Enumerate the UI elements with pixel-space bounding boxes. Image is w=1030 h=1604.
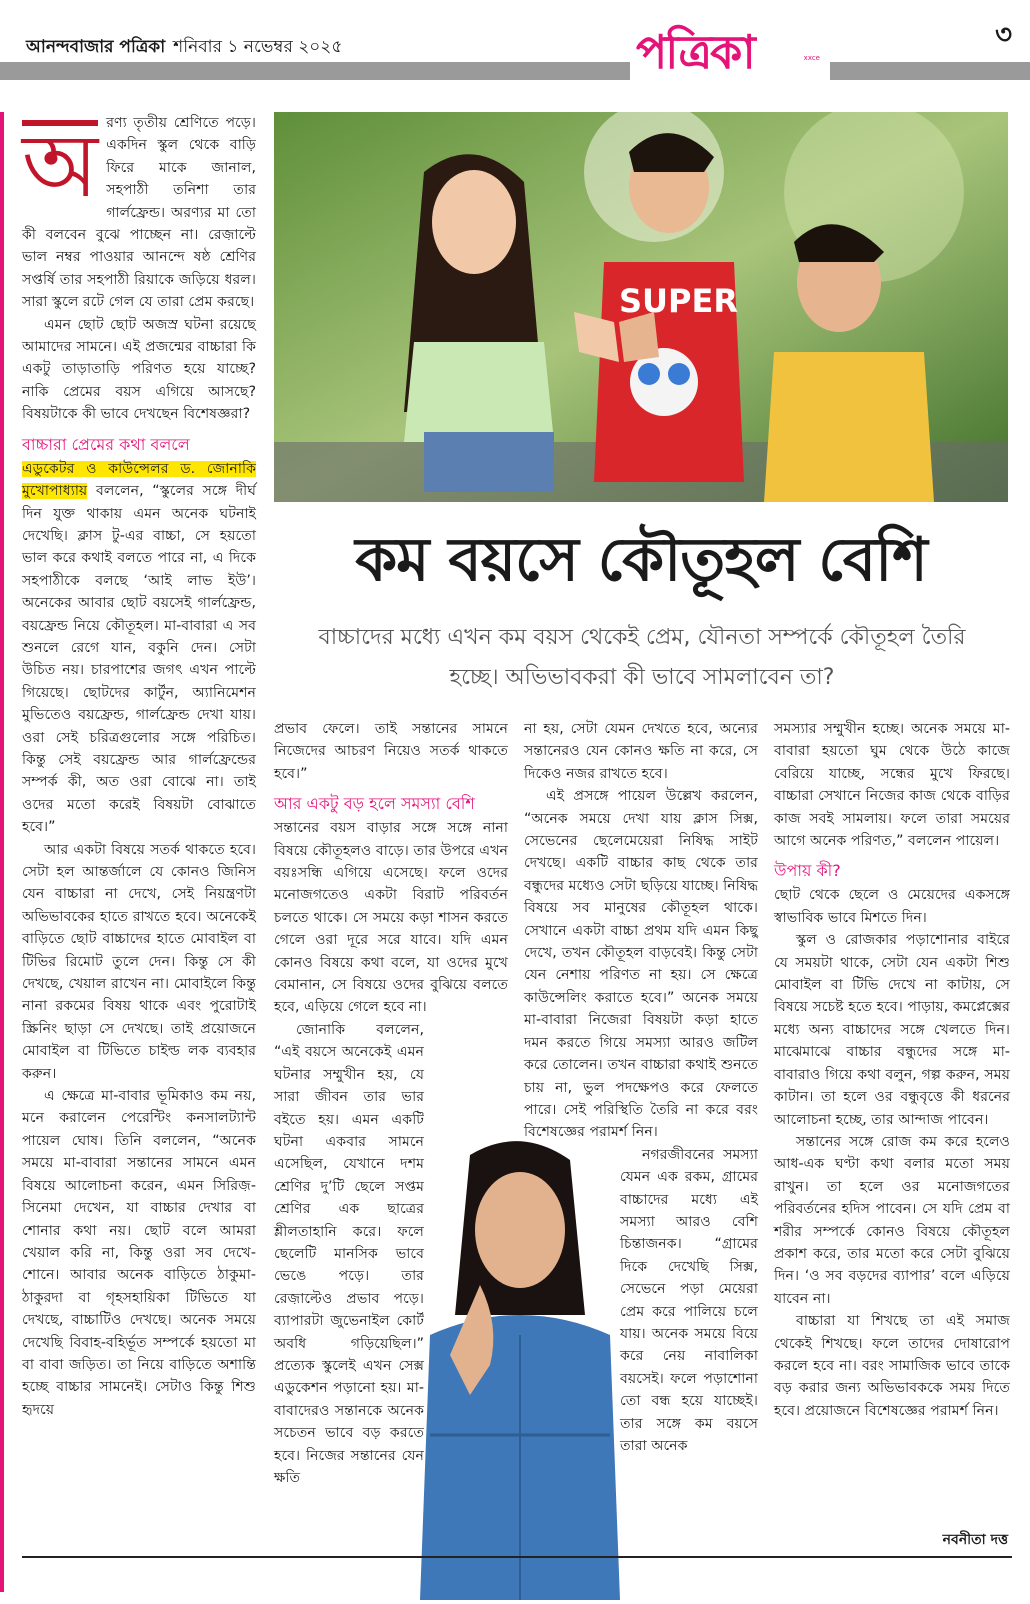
- paragraph: এই প্রসঙ্গে পায়েল উল্লেখ করলেন, “অনেক সময়ে দেখা যায় ক্লাস সিক্স, সেভেনের ছেলেমেয়েরা নিষিদ্ধ সাইট দেখছে। একটি বাচ্চার কাছ থেকে তার বন্ধুদের মধ্যেও সেটা ছড়িয়ে যাচ্ছে। নিষিদ্ধ বিষয়ে সব মানুষের কৌতূহল থাকে। সেখানে একটা বাচ্চা প্রথম যদি এমন কিছু দেখে, তখন কৌতূহল বাড়বেই। কিন্তু সেটা যেন নেশায় পরিণত না হয়। সে ক্ষেত্রে কাউন্সেলিং করাতে হবে।” অনেক সময়ে মা-বাবারা নিজেরা বিষয়টা কড়া হাতে দমন করতে গিয়ে সমস্যা আরও জটিল করে তোলেন। তখন বাচ্চারা কথাই শুনতে চায় না, ভুল পদক্ষেপও করে ফেলতে পারে। সেই পরিস্থিতি তৈরি না করে বরং বিশেষজ্ঞের পরামর্শ নিন।: [524, 788, 758, 1141]
- lead-photo: [274, 112, 1008, 502]
- paragraph: প্রভাব ফেলে। তাই সন্তানের সামনে নিজেদের আচরণ নিয়েও সতর্ক থাকতে হবে।”: [274, 721, 508, 782]
- paragraph: না হয়, সেটা যেমন দেখতে হবে, অন্যের সন্তানেরও যেন কোনও ক্ষতি না করে, সে দিকেও নজর রাখতে হবে।: [524, 721, 758, 782]
- header-bar: [0, 62, 1030, 80]
- masthead: [26, 34, 342, 62]
- shirt-text: SUPER: [619, 282, 738, 320]
- paragraph: স্কুল ও রোজকার পড়াশোনার বাইরে যে সময়টা থাকে, সেটা যেন একটা শিশু মোবাইল বা টিভি দেখে না কাটায়, সে বিষয়ে সচেষ্ট হতে হবে। পাড়ায়, কমপ্লেক্সের মধ্যে অন্য বাচ্চাদের সঙ্গে খেলতে দিন। মাঝেমাঝে বাচ্চার বন্ধুদের সঙ্গে মা-বাবারাও গিয়ে কথা বলুন, গল্প করুন, সময় কাটান। তা হলে ওর বন্ধুবৃত্তে কী ধরনের আলোচনা হচ্ছে, তার আন্দাজ পাবেন।: [774, 932, 1010, 1128]
- newspaper-name: আনন্দবাজার পত্রিকা: [26, 37, 166, 57]
- article-column-1: [22, 112, 256, 1421]
- supplement-logo: [630, 12, 830, 92]
- drop-cap: অ: [22, 114, 99, 217]
- subheadline: বাচ্চাদের মধ্যে এখন কম বয়স থেকেই প্রেম, যৌনতা সম্পর্কে কৌতূহল তৈরি হচ্ছে। অভিভাবকরা কী ভাবে সামলাবেন তা?: [318, 625, 966, 690]
- issue-date: শনিবার ১ নভেম্বর ২০২৫: [173, 37, 343, 57]
- highlighted-expert-name: এডুকেটর ও কাউন্সেলর ড. জোনাকি মুখোপাধ্যায়: [22, 460, 256, 500]
- paragraph: [22, 458, 256, 839]
- supplement-code: xxce: [803, 54, 820, 62]
- supplement-logo-text: পত্রিকা: [636, 25, 754, 79]
- page-number: ৩: [995, 20, 1012, 50]
- paragraph: জোনাকি বললেন, “এই বয়সে অনেকেই এমন ঘটনার সম্মুখীন হয়, যে সারা জীবন তার ভার বইতে হয়। এমন একটি ঘটনা একবার সামনে এসেছিল, যেখানে দশম শ্রেণির দু’টি ছেলে সপ্তম শ্রেণির এক ছাত্রের শ্লীলতাহানি করে। ফলে ছেলেটি মানসিক ভাবে ভেঙে পড়ে। তার রেজ়াল্টেও প্রভাব পড়ে। ব্যাপারটা জুভেনাইল কোর্ট অবধি গড়িয়েছিল।” প্রত্যেক স্কুলেই এখন সেক্স এডুকেশন পড়ানো হয়। মা-বাবাদেরও সন্তানকে অনেক সচেতন ভাবে বড় করতে হবে। নিজের সন্তানের যেন ক্ষতি: [274, 1021, 424, 1486]
- byline: নবনীতা দত্ত: [942, 1532, 1008, 1548]
- thinking-girl-illustration: [410, 1135, 630, 1600]
- paragraph: সমস্যার সম্মুখীন হচ্ছে। অনেক সময়ে মা-বাবারা হয়তো ঘুম থেকে উঠে কাজে বেরিয়ে যাচ্ছে, সন্ধের মুখে ফিরছে। বাচ্চারা সেখানে নিজের কাজ থেকে বাড়ির কাজ সবই সামলায়। ফলে তারা সময়ের আগে অনেক পরিণত,” বললেন পায়েল।: [774, 721, 1010, 850]
- paragraph: এ ক্ষেত্রে মা-বাবার ভূমিকাও কম নয়, মনে করালেন পেরেন্টিং কনসালট্যান্ট পায়েল ঘোষ। তিনি বললেন, “অনেক সময়ে মা-বাবারা সন্তানের সামনে এমন বিষয়ে আলোচনা করেন, এমন সিরিজ়-সিনেমা দেখেন, যা বাচ্চার দেখার বা শোনার কথা নয়। ছোট বলে আমরা খেয়াল করি না, কিন্তু ওরা সব দেখে-শোনে। আবার অনেক বাড়িতে ঠাকুমা-ঠাকুরদা বা গৃহসহায়িকা টিভিতে যা দেখছে, বাচ্চাটিও দেখছে। অনেক সময়ে দেখেছি বিবাহ-বহির্ভূত সম্পর্কে হয়তো মা বা বাবা জড়িত। তা নিয়ে বাড়িতে অশান্তি হচ্ছে বাচ্চার সামনেই। সেটাও কিন্তু শিশু হৃদয়ে: [22, 1088, 256, 1418]
- left-accent-rule: [0, 112, 4, 1592]
- paragraph: আর একটা বিষয়ে সতর্ক থাকতে হবে। সেটা হল আন্তর্জালে যে কোনও জিনিস যেন বাচ্চারা না দেখে, সেই নিয়ন্ত্রণটা অভিভাবকের হাতে রাখতে হবে। অনেকেই বাড়িতে ছোট বাচ্চাদের হাতে মোবাইল বা টিভির রিমোট তুলে দেন। কিন্তু সে কী দেখছে, খেয়াল রাখেন না। মোবাইলে কিন্তু নানা রকমের বিষয় থাকে এবং পুরোটাই স্ক্রিনিং ছাড়া সে দেখছে। তাই প্রয়োজনে মোবাইল বা টিভিতে চাইল্ড লক ব্যবহার করুন।: [22, 841, 256, 1082]
- paragraph-text: বললেন, “স্কুলের সঙ্গে দীর্ঘ দিন যুক্ত থাকায় এমন অনেক ঘটনাই দেখেছি। ক্লাস টু-এর বাচ্চা, সে হয়তো ভাল করে কথাই বলতে পারে না, এ দিকে সহপাঠীকে বলছে ‘আই লাভ ইউ’। অনেকের আবার ছোট বয়সেই গার্লফ্রেন্ড, বয়ফ্রেন্ড নিয়ে কৌতূহল। মা-বাবারা এ সব শুনলে রেগে যান, বকুনি দেন। সেটা উচিত নয়। চারপাশের জগৎ এখন পাল্টে গিয়েছে। ছোটদের কার্টুন, অ্যানিমেশন মুভিতেও বয়ফ্রেন্ড, গার্লফ্রেন্ড দেখা যায়। ওরা সেই চরিত্রগুলোর সঙ্গে পরিচিত। কিন্তু সেই বয়ফ্রেন্ড আর গার্লফ্রেন্ডের সম্পর্ক কী, অত ওরা বোঝে না। তাই ওদের মতো করেই বিষয়টা বোঝাতে হবে।”: [22, 483, 256, 836]
- section-heading: আর একটু বড় হলে সমস্যা বেশি: [274, 794, 475, 814]
- article-column-4: [774, 718, 1010, 1422]
- paragraph: বাচ্চারা যা শিখছে তা এই সমাজ থেকেই শিখছে। ফলে তাদের দোষারোপ করলে হবে না। বরং সামাজিক ভাবে তাকে বড় করার জন্য অভিভাবককে সময় দিতে হবে। প্রয়োজনে বিশেষজ্ঞের পরামর্শ নিন।: [774, 1313, 1010, 1419]
- paragraph: সন্তানের সঙ্গে রোজ কম করে হলেও আধ-এক ঘণ্টা কথা বলার মতো সময় রাখুন। তা হলে ওর মনোজগতের পরিবর্তনের হদিস পাবেন। সে যদি প্রেম বা শরীর সম্পর্কে কোনও বিষয়ে কৌতূহল প্রকাশ করে, তার মতো করে সেটা বুঝিয়ে দিন। ‘ও সব বড়দের ব্যাপার’ বলে এড়িয়ে যাবেন না।: [774, 1133, 1010, 1307]
- girl-photo: [410, 1135, 630, 1600]
- paragraph: ছোট থেকে ছেলে ও মেয়েদের একসঙ্গে স্বাভাবিক ভাবে মিশতে দিন।: [774, 887, 1010, 926]
- headline: কম বয়সে কৌতূহল বেশি: [355, 525, 927, 595]
- children-photo-illustration: [274, 112, 1008, 502]
- paragraph: সন্তানের বয়স বাড়ার সঙ্গে সঙ্গে নানা বিষয়ে কৌতূহলও বাড়ে। তার উপরে এখন বয়ঃসন্ধি এগিয়ে এসেছে। ফলে ওদের মনোজগতেও একটা বিরাট পরিবর্তন চলতে থাকে। সে সময়ে কড়া শাসন করতে গেলে ওরা দূরে সরে যাবে। যদি এমন কোনও বিষয়ে কথা বলে, যা ওদের মুখে বেমানান, সে বিষয়ে ওদের বুঝিয়ে বলতে হবে, এড়িয়ে গেলে হবে না।: [274, 820, 508, 1016]
- intro-paragraph: রণ্য তৃতীয় শ্রেণিতে পড়ে। একদিন স্কুল থেকে বাড়ি ফিরে মাকে জানাল, সহপাঠী তনিশা তার গার্লফ্রেন্ড। অরণ্যর মা তো কী বলবেন বুঝে পাচ্ছেন না। রেজ়াল্টে ভাল নম্বর পাওয়ার আনন্দে ষষ্ঠ শ্রেণির সপ্তর্ষি তার সহপাঠী রিয়াকে জড়িয়ে ধরল। সারা স্কুলে রটে গেল যে তারা প্রেম করছে।: [22, 115, 256, 311]
- paragraph: এমন ছোট ছোট অজস্র ঘটনা রয়েছে আমাদের সামনে। এই প্রজন্মের বাচ্চারা কি একটু তাড়াতাড়ি পরিণত হয়ে যাচ্ছে? নাকি প্রেমের বয়স এগিয়ে আসছে? বিষয়টাকে কী ভাবে দেখছেন বিশেষজ্ঞরা?: [22, 316, 256, 423]
- paragraph: নগরজীবনের সমস্যা যেমন এক রকম, গ্রামের বাচ্চাদের মধ্যে এই সমস্যা আরও বেশি চিন্তাজনক। “গ্রামের দিকে দেখেছি সিক্স, সেভেনে পড়া মেয়েরা প্রেম করে পালিয়ে চলে যায়। অনেক সময়ে বিয়ে করে নেয় নাবালিকা বয়সেই। ফলে পড়াশোনা তো বন্ধ হয়ে যাচ্ছেই। তার সঙ্গে কম বয়সে তারা অনেক: [620, 1146, 758, 1454]
- section-heading: বাচ্চারা প্রেমের কথা বললে: [22, 434, 190, 454]
- section-heading: উপায় কী?: [774, 861, 841, 881]
- bottom-rule: [22, 1556, 1012, 1558]
